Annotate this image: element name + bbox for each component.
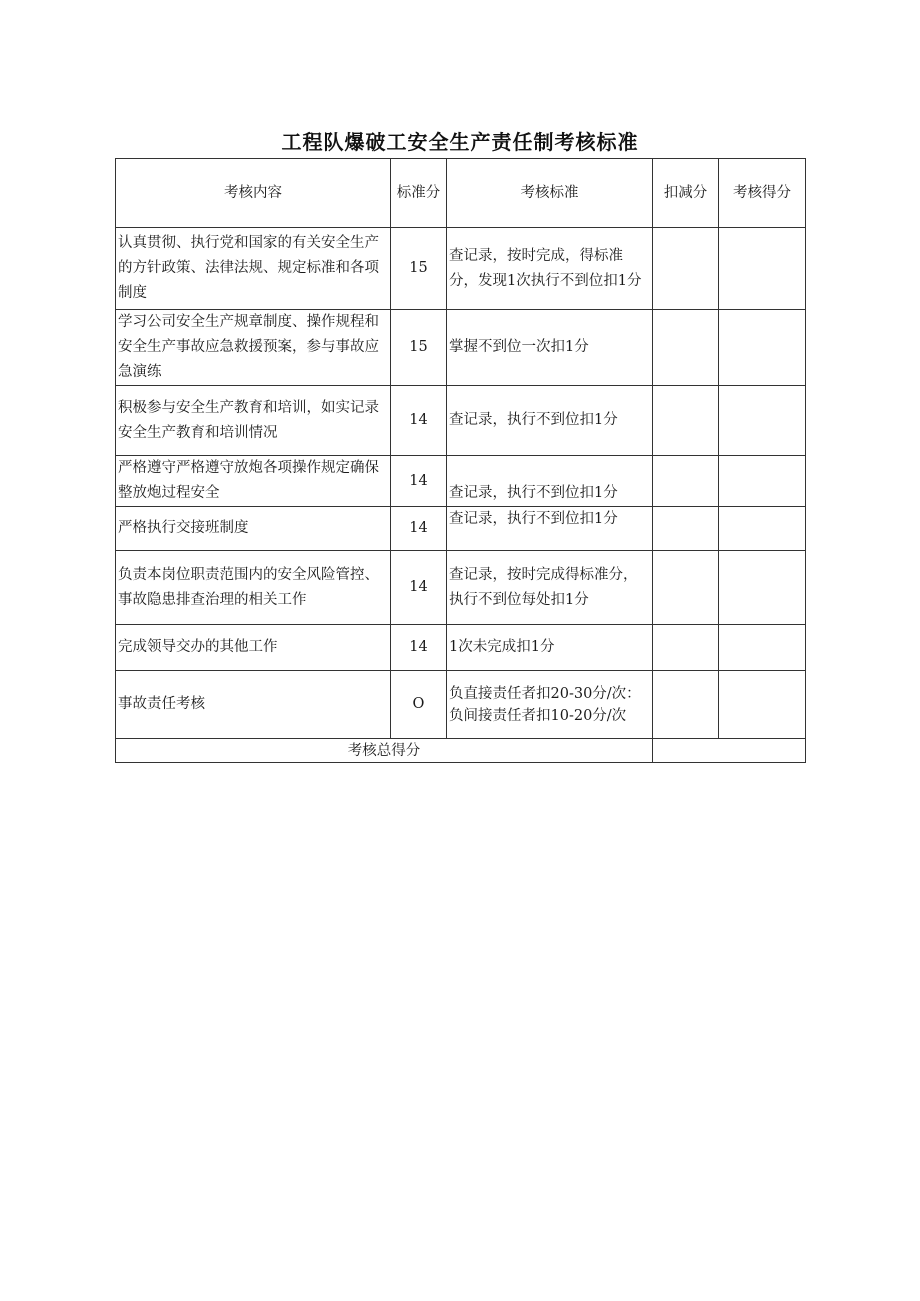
row-deduction[interactable] <box>653 456 719 507</box>
row-content: 严格遵守严格遵守放炮各项操作规定确保整放炮过程安全 <box>116 456 391 507</box>
row-deduction[interactable] <box>653 386 719 456</box>
assessment-table <box>115 158 806 763</box>
table-row <box>116 386 806 456</box>
row-deduction[interactable] <box>653 625 719 671</box>
table-row <box>116 228 806 310</box>
row-standard-score: O <box>391 671 447 739</box>
row-score[interactable] <box>719 625 806 671</box>
row-standard: 负直接责任者扣20-30分/次：负间接责任者扣10-20分/次 <box>447 671 653 739</box>
row-standard-score: 14 <box>391 456 447 507</box>
row-content: 认真贯彻、执行党和国家的有关安全生产的方针政策、法律法规、规定标准和各项制度 <box>116 228 391 310</box>
row-score[interactable] <box>719 456 806 507</box>
header-standard: 考核标准 <box>447 159 653 228</box>
row-standard-score: 15 <box>391 228 447 310</box>
row-standard: 查记录，执行不到位扣1分 <box>447 456 653 507</box>
table-row <box>116 507 806 551</box>
row-standard: 查记录，执行不到位扣1分 <box>447 507 653 551</box>
row-score[interactable] <box>719 228 806 310</box>
row-standard-score: 14 <box>391 507 447 551</box>
header-score: 考核得分 <box>719 159 806 228</box>
header-deduction: 扣减分 <box>653 159 719 228</box>
row-content: 负责本岗位职责范围内的安全风险管控、事故隐患排查治理的相关工作 <box>116 551 391 625</box>
table-row <box>116 456 806 507</box>
row-standard-score: 14 <box>391 625 447 671</box>
document-title: 工程队爆破工安全生产责任制考核标准 <box>281 130 639 154</box>
total-label: 考核总得分 <box>116 739 653 763</box>
row-deduction[interactable] <box>653 507 719 551</box>
row-content: 事故责任考核 <box>116 671 391 739</box>
row-standard: 掌握不到位一次扣1分 <box>447 310 653 386</box>
header-content: 考核内容 <box>116 159 391 228</box>
table-row <box>116 671 806 739</box>
row-content: 学习公司安全生产规章制度、操作规程和安全生产事故应急救援预案，参与事故应急演练 <box>116 310 391 386</box>
row-score[interactable] <box>719 386 806 456</box>
row-content: 积极参与安全生产教育和培训，如实记录安全生产教育和培训情况 <box>116 386 391 456</box>
row-standard-score: 15 <box>391 310 447 386</box>
table-header-row <box>116 159 806 228</box>
row-standard: 查记录，按时完成，得标准分，发现1次执行不到位扣1分 <box>447 228 653 310</box>
table-row <box>116 625 806 671</box>
row-standard: 查记录，执行不到位扣1分 <box>447 386 653 456</box>
row-content: 完成领导交办的其他工作 <box>116 625 391 671</box>
row-deduction[interactable] <box>653 671 719 739</box>
row-standard-score: 14 <box>391 551 447 625</box>
row-standard: 查记录，按时完成得标准分，执行不到位每处扣1分 <box>447 551 653 625</box>
row-score[interactable] <box>719 507 806 551</box>
row-score[interactable] <box>719 671 806 739</box>
row-deduction[interactable] <box>653 310 719 386</box>
row-standard: 1次未完成扣1分 <box>447 625 653 671</box>
header-standard-score: 标准分 <box>391 159 447 228</box>
table-row <box>116 551 806 625</box>
row-deduction[interactable] <box>653 228 719 310</box>
row-standard-score: 14 <box>391 386 447 456</box>
total-row <box>116 739 806 763</box>
row-content: 严格执行交接班制度 <box>116 507 391 551</box>
table-row <box>116 310 806 386</box>
total-value[interactable] <box>653 739 806 763</box>
row-deduction[interactable] <box>653 551 719 625</box>
row-score[interactable] <box>719 551 806 625</box>
row-score[interactable] <box>719 310 806 386</box>
